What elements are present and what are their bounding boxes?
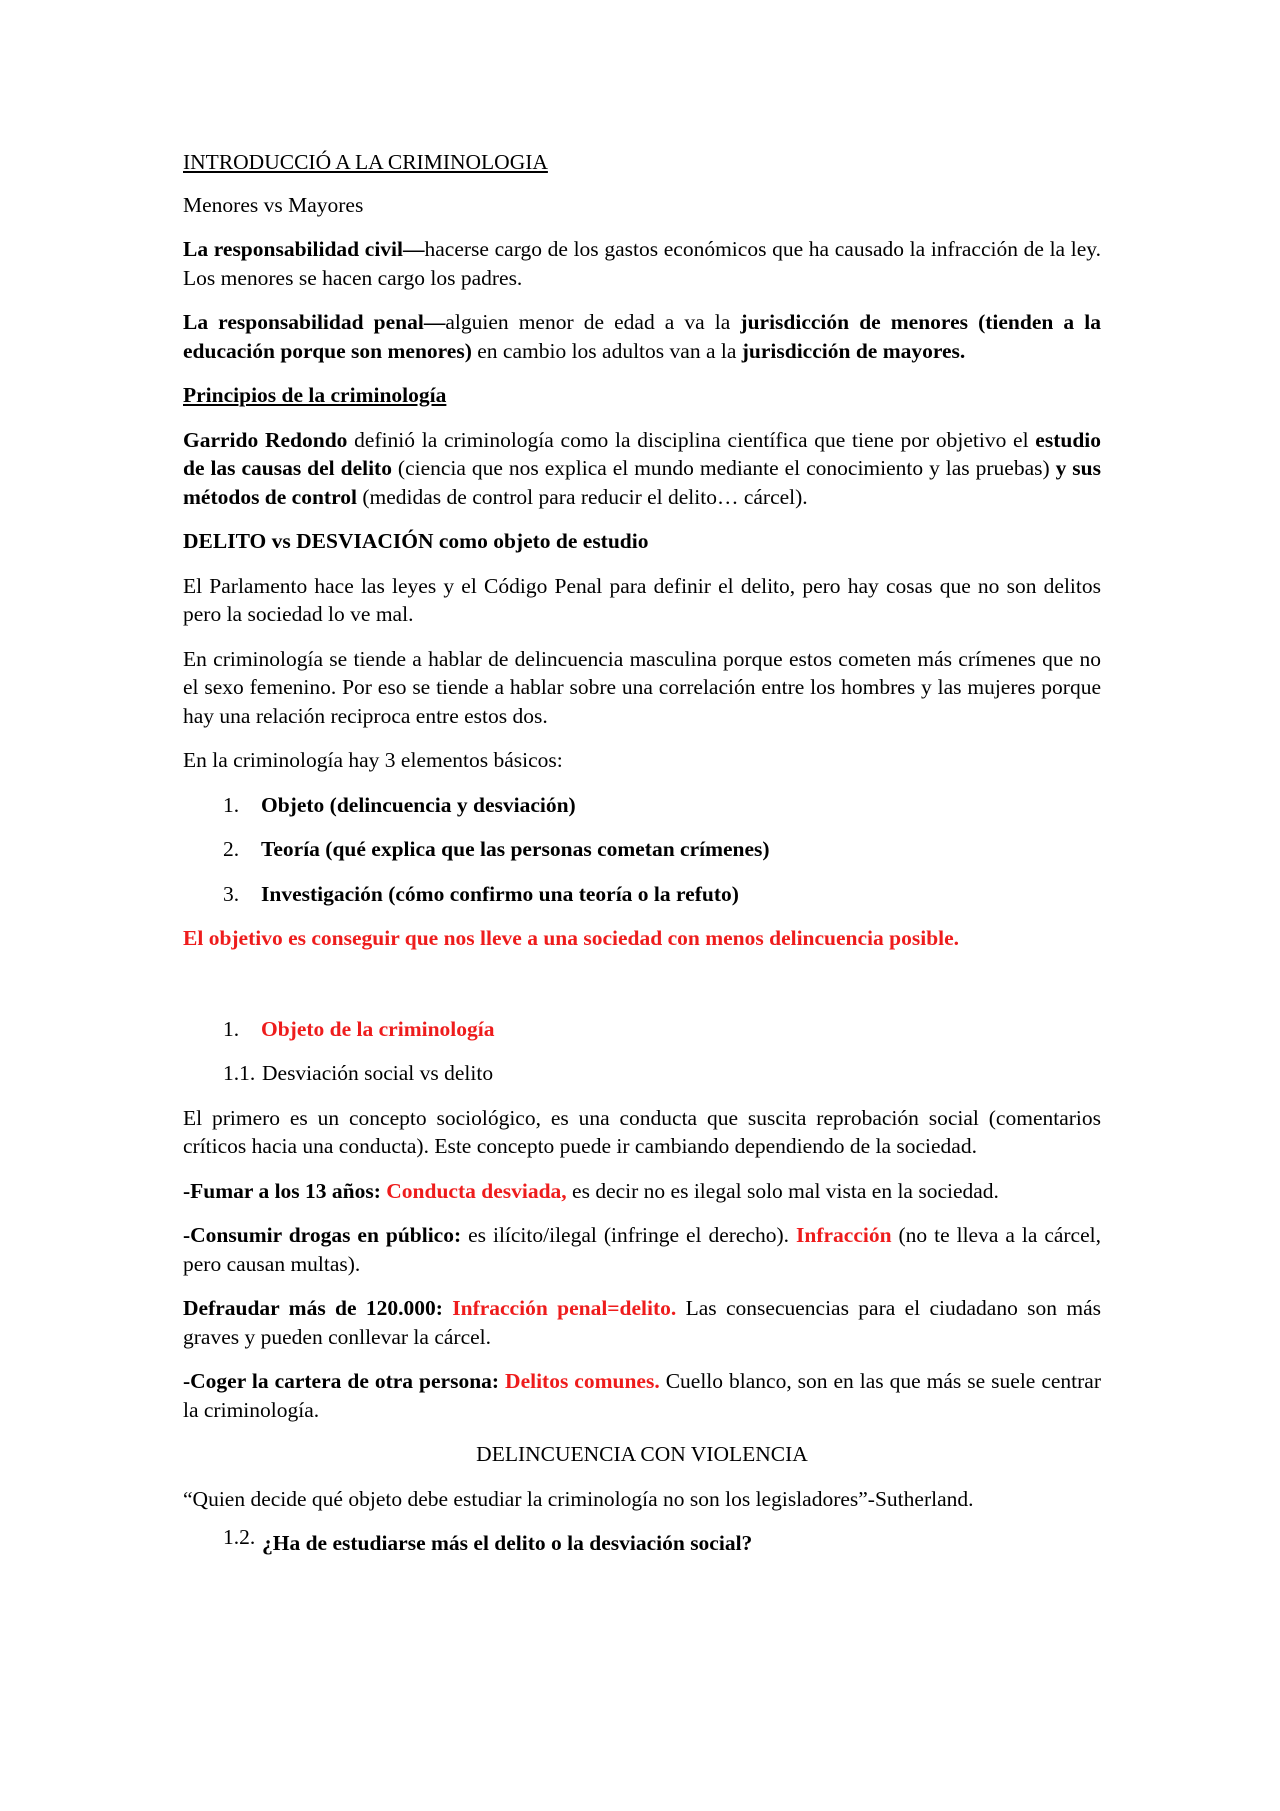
- paragraph-primero: El primero es un concepto sociológico, es una conducta que suscita reprobación social (comentarios críticos hacia una conducta). Este concepto puede ir cambiando dependiendo de la sociedad.: [183, 1105, 1101, 1158]
- garrido-text-1: definió la criminología como la disciplina científica que tiene por objetivo el: [347, 427, 1036, 452]
- section-1-title: Objeto de la criminología: [261, 1016, 495, 1041]
- cartera-category: Delitos comunes.: [499, 1369, 660, 1393]
- principios-heading-text: Principios de la criminología: [183, 383, 447, 407]
- penal-text-1: alguien menor de edad a va la: [445, 310, 741, 334]
- list-item: [223, 835, 1101, 864]
- penal-term: La responsabilidad penal—: [183, 310, 446, 334]
- garrido-bold-2: estudio de las causas del delito: [183, 427, 1102, 480]
- section-1-2-number: 1.2.: [223, 1525, 256, 1549]
- subtitle: Menores vs Mayores: [183, 192, 364, 217]
- penal-bold-3: jurisdicción de mayores.: [741, 338, 966, 363]
- list-item: [223, 791, 1101, 820]
- fumar-text: es decir no es ilegal solo mal vista en la sociedad.: [566, 1178, 999, 1203]
- cartera-text: Cuello blanco, son en las que más se suele centrar la criminología.: [183, 1369, 1101, 1422]
- objetivo-text: El objetivo es conseguir que nos lleve a una sociedad con menos delincuencia posible.: [183, 926, 960, 950]
- section-1-2-heading: [223, 1525, 1101, 1558]
- garrido-bold-3: y sus métodos de control: [183, 456, 1101, 509]
- drogas-text-1: es ilícito/ilegal (infringe el derecho).: [461, 1223, 796, 1247]
- sutherland-quote: “Quien decide qué objeto debe estudiar la criminología no son los legisladores”-Sutherland.: [183, 1486, 974, 1511]
- civil-term: La responsabilidad civil—: [183, 237, 425, 261]
- elementos-intro: En la criminología hay 3 elementos básicos:: [183, 748, 563, 772]
- list-item-text: Teoría (qué explica que las personas cometan crímenes): [261, 837, 770, 861]
- blank-line: [183, 969, 1101, 1015]
- penal-bold-2: jurisdicción de menores (tienden a la educación porque son menores): [183, 310, 1101, 363]
- penal-text-2: en cambio los adultos van a la: [471, 338, 742, 363]
- list-number: 3.: [223, 881, 240, 906]
- garrido-text-2: (ciencia que nos explica el mundo mediante el conocimiento y las pruebas): [391, 456, 1056, 480]
- section-1-1-title: Desviación social vs delito: [262, 1061, 494, 1085]
- defraudar-label: Defraudar más de 120.000:: [183, 1296, 443, 1320]
- fumar-label: -Fumar a los 13 años:: [183, 1178, 387, 1203]
- section-1-2-title: ¿Ha de estudiarse más el delito o la desviación social?: [262, 1531, 753, 1555]
- drogas-text-2: (no te lleva a la cárcel, pero causan multas).: [183, 1223, 1101, 1276]
- garrido-name: Garrido Redondo: [183, 427, 348, 452]
- defraudar-text: Las consecuencias para el ciudadano son más graves y pueden conllevar la cárcel.: [183, 1296, 1101, 1349]
- drogas-label: -Consumir drogas en público:: [183, 1223, 462, 1247]
- paragraph-penal: [183, 308, 1101, 365]
- document-title: INTRODUCCIÓ A LA CRIMINOLOGIA: [183, 150, 548, 174]
- document-body: [183, 148, 1101, 1574]
- paragraph-civil: [183, 235, 1101, 292]
- list-number: 2.: [223, 837, 240, 861]
- example-defraudar: [183, 1294, 1101, 1351]
- garrido-text-3: (medidas de control para reducir el delito… cárcel).: [356, 484, 808, 509]
- fumar-category: Conducta desviada,: [386, 1178, 567, 1203]
- example-drogas: [183, 1221, 1101, 1278]
- section-1-heading: [223, 1015, 1101, 1044]
- principios-heading: [183, 381, 1101, 410]
- elementos-list: [183, 791, 1101, 909]
- list-item-text: Objeto (delincuencia y desviación): [261, 792, 576, 817]
- objetivo-statement: [183, 924, 1101, 953]
- paragraph-garrido: [183, 426, 1101, 512]
- section-1-1-heading: [223, 1059, 1101, 1088]
- violencia-heading: DELINCUENCIA CON VIOLENCIA: [476, 1442, 808, 1466]
- paragraph-masculina: En criminología se tiende a hablar de delincuencia masculina porque estos cometen más crímenes que no el sexo femenino. Por eso se tiende a hablar sobre una correlación entre los hombres y las mujeres porque hay una relación reciproca entre estos dos.: [183, 646, 1101, 728]
- defraudar-category: Infracción penal=delito.: [442, 1296, 677, 1320]
- cartera-label: -Coger la cartera de otra persona:: [183, 1369, 500, 1393]
- list-item: [223, 880, 1101, 909]
- delito-heading: [183, 527, 1101, 556]
- example-fumar: [183, 1177, 1101, 1206]
- section-1-number: 1.: [223, 1016, 240, 1041]
- delito-heading-text: DELITO vs DESVIACIÓN como objeto de estudio: [183, 529, 649, 553]
- list-item-text: Investigación (cómo confirmo una teoría o la refuto): [261, 881, 739, 906]
- drogas-category: Infracción: [796, 1223, 892, 1247]
- example-cartera: [183, 1367, 1101, 1424]
- section-1-1-number: 1.1.: [223, 1061, 256, 1085]
- civil-definition: hacerse cargo de los gastos económicos que ha causado la infracción de la ley. Los menores se hacen cargo los padres.: [183, 237, 1101, 290]
- paragraph-parlamento: El Parlamento hace las leyes y el Código Penal para definir el delito, pero hay cosas que no son delitos pero la sociedad lo ve mal.: [183, 573, 1101, 626]
- list-number: 1.: [223, 792, 240, 817]
